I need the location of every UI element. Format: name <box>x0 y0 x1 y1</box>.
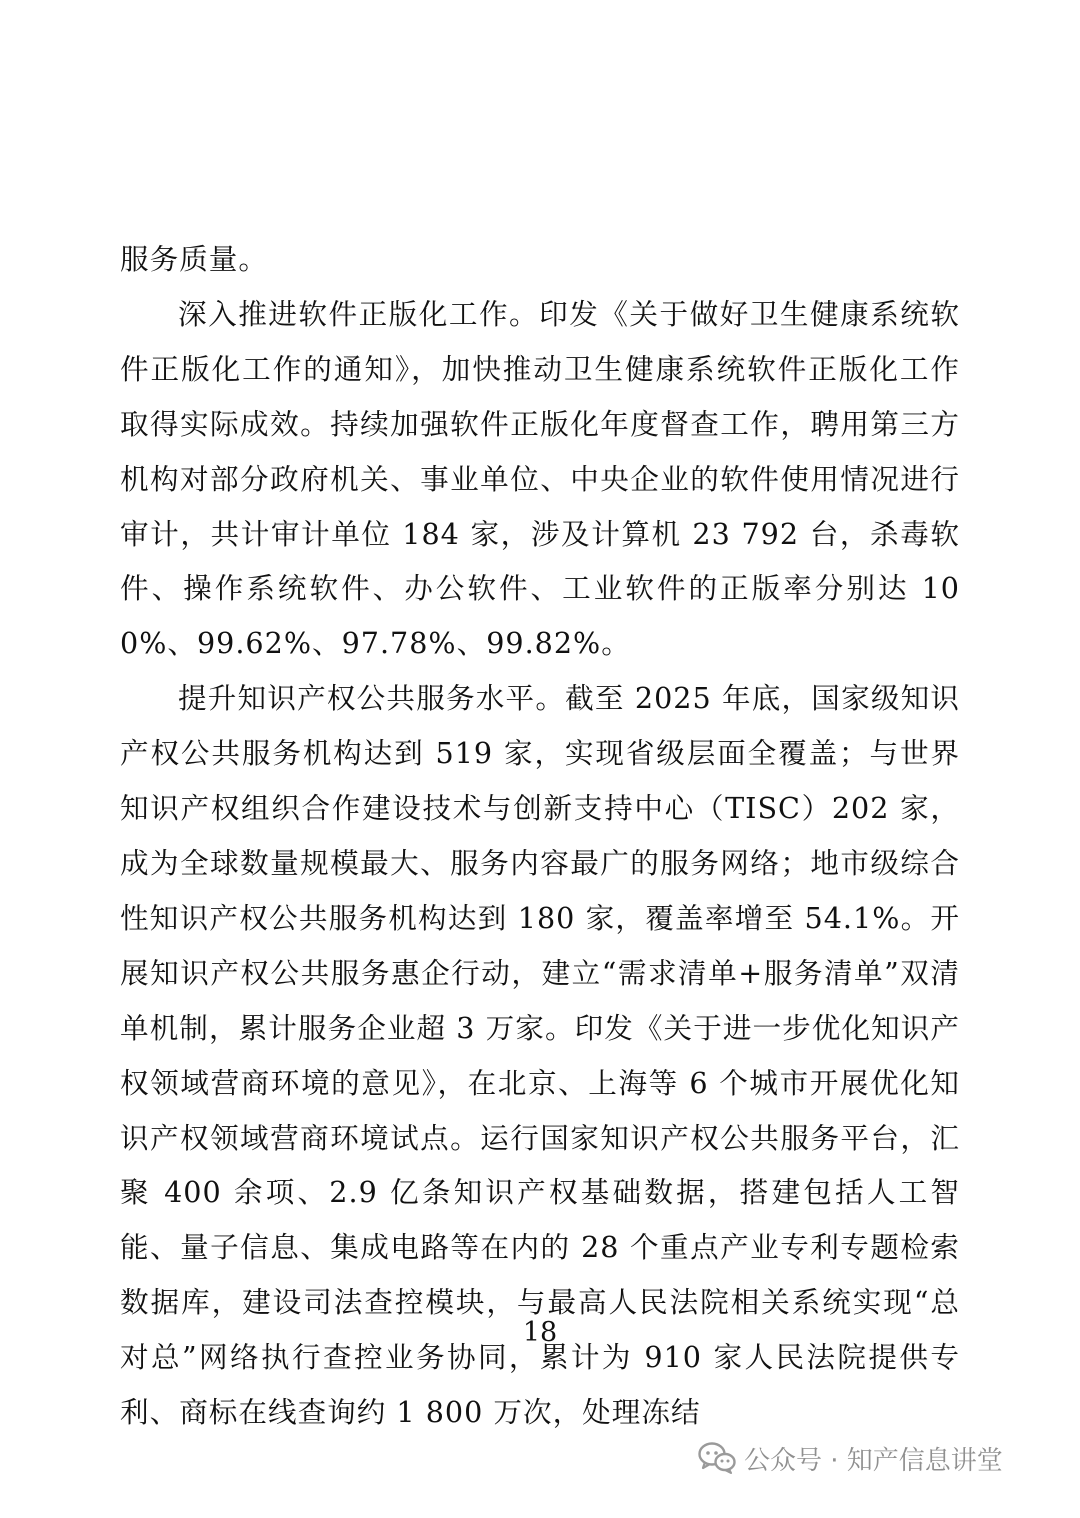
watermark-text: 公众号 · 知产信息讲堂 <box>744 1445 1003 1476</box>
body-text <box>120 232 960 1440</box>
paragraph-continuation: 服务质量。 <box>120 242 268 276</box>
page-number: 18 <box>522 1317 558 1348</box>
paragraph-software-licensing: 深入推进软件正版化工作。印发《关于做好卫生健康系统软件正版化工作的通知》，加快推动卫生健康系统软件正版化工作取得实际成效。持续加强软件正版化年度督查工作，聘用第三方机构对部分政府机关、事业单位、中央企业的软件使用情况进行审计，共计审计单位 184 家，涉及计算机 23 792 台，杀毒软件、操作系统软件、办公软件、工业软件的正版率分别达 100%、99.62%、97.78%、99.82%。 <box>120 296 960 661</box>
paragraph-ip-public-services: 提升知识产权公共服务水平。截至 2025 年底，国家级知识产权公共服务机构达到 519 家，实现省级层面全覆盖；与世界知识产权组织合作建设技术与创新支持中心（TISC）202 家，成为全球数量规模最大、服务内容最广的服务网络；地市级综合性知识产权公共服务机构达到 180 家，覆盖率增至 54.1%。开展知识产权公共服务惠企行动，建立“需求清单+服务清单”双清单机制，累计服务企业超 3 万家。印发《关于进一步优化知识产权领域营商环境的意见》，在北京、上海等 6 个城市开展优化知识产权领域营商环境试点。运行国家知识产权公共服务平台，汇聚 400 余项、2.9 亿条知识产权基础数据，搭建包括人工智能、量子信息、集成电路等在内的 28 个重点产业专利专题检索数据库，建设司法查控模块，与最高人民法院相关系统实现“总对总”网络执行查控业务协同，累计为 910 家人民法院提供专利、商标在线查询约 1 800 万次，处理冻结 <box>120 681 960 1430</box>
watermark <box>698 1438 1003 1478</box>
wechat-icon <box>698 1442 736 1474</box>
